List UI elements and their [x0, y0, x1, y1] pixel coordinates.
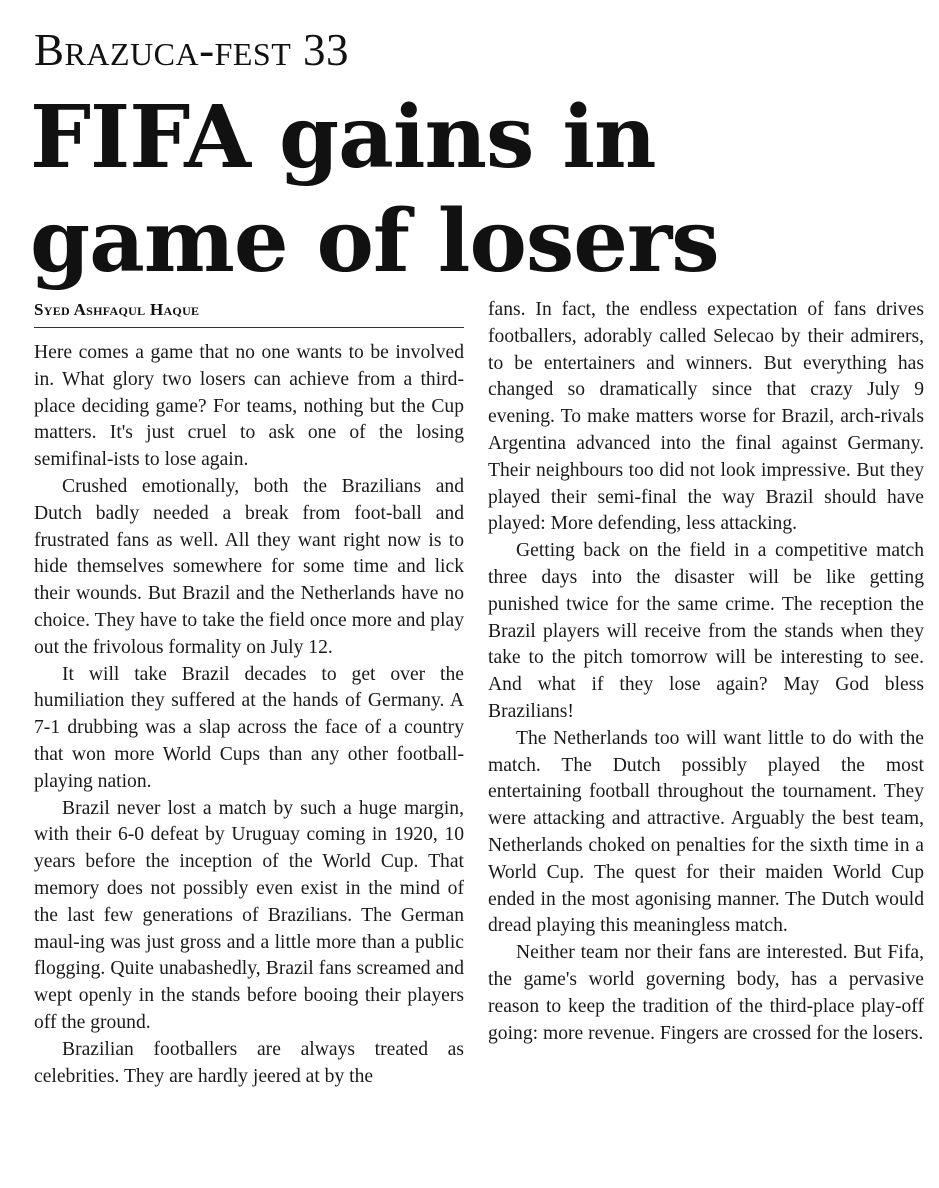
paragraph: The Netherlands too will want little to do with the match. The Dutch possibly played the most entertaining football throughout the tournament. They were attacking and attractive. Arguably the best team, Netherlands choked on penalties for the sixth time in a World Cup. The quest for their maiden World Cup ended in the most agonising manner. The Dutch would dread playing this meaningless match.	[488, 727, 924, 937]
right-column	[488, 297, 924, 1047]
left-column	[34, 340, 464, 1090]
paragraph: Brazil never lost a match by such a huge margin, with their 6-0 defeat by Uruguay coming in 1920, 10 years before the inception of the World Cup. That memory does not possibly even exist in the mind of the last few generations of Brazilians. The German maul-ing was just gross and a little more than a public flogging. Quite unabashedly, Brazil fans screamed and wept openly in the stands before booing their players off the ground.	[34, 797, 464, 1033]
paragraph: Here comes a game that no one wants to be involved in. What glory two losers can achieve from a third-place deciding game? For teams, nothing but the Cup matters. It's just cruel to ask one of the losing semifinal-ists to lose again.	[34, 342, 464, 471]
paragraph: Brazilian footballers are always treated as celebrities. They are hardly jeered at by the	[34, 1038, 464, 1087]
paragraph: It will take Brazil decades to get over the humiliation they suffered at the hands of Germany. A 7-1 drubbing was a slap across the face of a country that won more World Cups than any other football-playing nation.	[34, 663, 464, 792]
byline: Syed Ashfaqul Haque	[34, 300, 200, 319]
paragraph: fans. In fact, the endless expectation of fans drives footballers, adorably called Selecao by their admirers, to be entertainers and winners. But everything has changed so dramatically since that crazy July 9 evening. To make matters worse for Brazil, arch-rivals Argentina advanced into the final against Germany. Their neighbours too did not look impressive. But they played their semi-final the way Brazil should have played: More defending, less attacking.	[488, 299, 924, 535]
byline-rule	[34, 327, 464, 328]
paragraph: Neither team nor their fans are interested. But Fifa, the game's world governing body, has a pervasive reason to keep the tradition of the third-place play-off going: more revenue. Fingers are crossed for the losers.	[488, 942, 924, 1044]
headline: FIFA gains in game of losers	[30, 87, 719, 292]
paragraph: Crushed emotionally, both the Brazilians and Dutch badly needed a break from foot-ball and frustrated fans as well. All they want right now is to hide themselves somewhere for some time and lick their wounds. But Brazil and the Netherlands have no choice. They have to take the field once more and play out the frivolous formality on July 12.	[34, 475, 464, 658]
section-kicker: Brazuca-fest 33	[34, 25, 349, 75]
paragraph: Getting back on the field in a competitive match three days into the disaster will be like getting punished twice for the same crime. The reception the Brazil players will receive from the stands when they take to the pitch tomorrow will be interesting to see. And what if they lose again? May God bless Brazilians!	[488, 540, 924, 722]
